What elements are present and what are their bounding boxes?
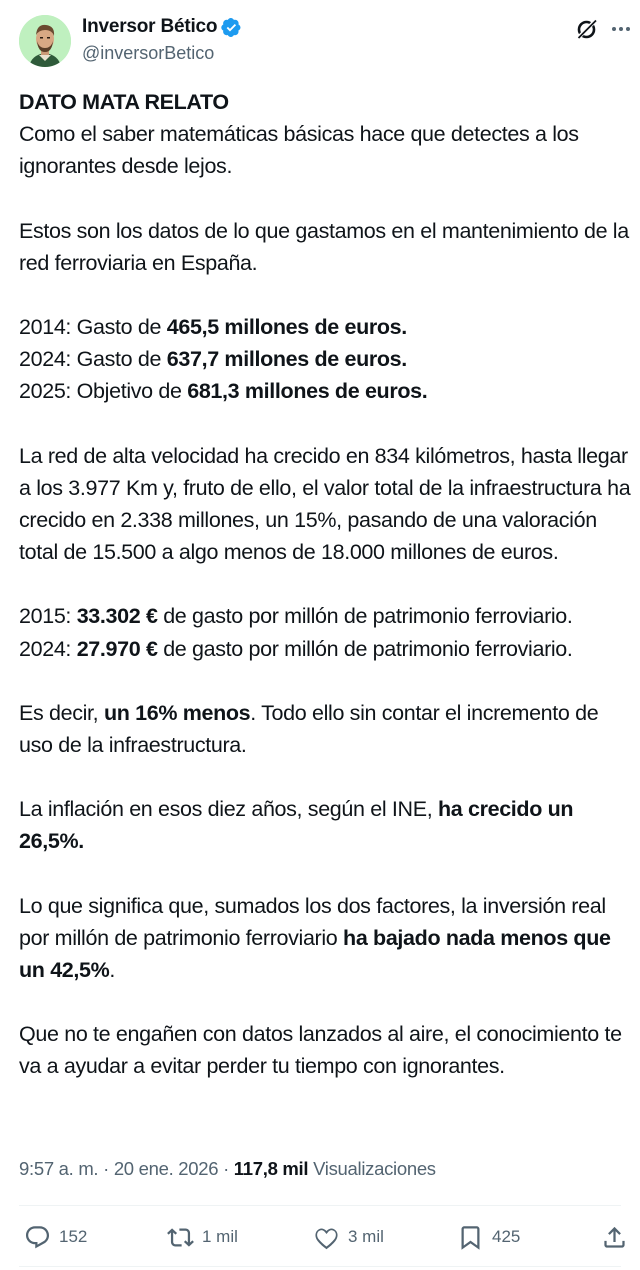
author-handle[interactable]: @inversorBetico xyxy=(82,43,215,63)
post-paragraph-7: Que no te engañen con datos lanzados al aire, el conocimiento te va a ayudar a evitar perder tu tiempo con ignorantes. xyxy=(19,1022,622,1079)
post-time[interactable]: 9:57 a. m. xyxy=(19,1158,99,1179)
views-label: Visualizaciones xyxy=(308,1158,436,1179)
bookmark-button[interactable] xyxy=(457,1212,520,1262)
spending-line-2025: 2025: Objetivo de 681,3 millones de euros. xyxy=(19,379,428,404)
action-bar xyxy=(0,1212,640,1262)
divider-bottom xyxy=(19,1266,621,1267)
divider-top xyxy=(19,1205,621,1206)
post-paragraph-4: Es decir, un 16% menos. Todo ello sin contar el incremento de uso de la infraestructura. xyxy=(19,700,599,758)
post-paragraph-3: La red de alta velocidad ha crecido en 834 kilómetros, hasta llegar a los 3.977 Km y, fruto de ello, el valor total de la infraestructura ha crecido en 2.338 millones, un 15%, pasando de una valoración total de 15.500 a algo menos de 18.000 millones de euros. xyxy=(19,443,631,565)
grok-button[interactable] xyxy=(574,16,600,42)
author-name-row xyxy=(82,16,242,38)
share-button[interactable] xyxy=(601,1212,628,1262)
views-count: 117,8 mil xyxy=(233,1158,309,1179)
post-paragraph-6: Lo que significa que, sumados los dos factores, la inversión real por millón de patrimonio ferroviario ha bajado nada menos que un 42,5%. xyxy=(19,893,611,983)
avatar[interactable] xyxy=(19,15,71,67)
author-display-name[interactable]: Inversor Bético xyxy=(82,16,218,37)
like-count: 3 mil xyxy=(348,1227,384,1246)
ratio-line-2024: 2024: 27.970 € de gasto por millón de patrimonio ferroviario. xyxy=(19,636,573,661)
avatar-illustration-icon xyxy=(19,15,71,67)
bookmark-count: 425 xyxy=(492,1227,521,1246)
spending-line-2014: 2014: Gasto de 465,5 millones de euros. xyxy=(19,315,407,340)
post-paragraph-1: Como el saber matemáticas básicas hace que detectes a los ignorantes desde lejos. xyxy=(19,122,579,179)
repost-count: 1 mil xyxy=(202,1227,238,1246)
ratio-line-2015: 2015: 33.302 € de gasto por millón de patrimonio ferroviario. xyxy=(19,604,573,629)
heart-icon xyxy=(313,1224,340,1251)
repost-icon xyxy=(167,1224,194,1251)
more-icon xyxy=(612,27,616,31)
verified-badge-icon[interactable] xyxy=(221,17,242,38)
reply-button[interactable] xyxy=(24,1212,87,1262)
post-text xyxy=(19,86,634,1083)
reply-icon xyxy=(24,1224,51,1251)
share-icon xyxy=(601,1224,628,1251)
repost-button[interactable] xyxy=(167,1212,238,1262)
post-header xyxy=(0,0,640,80)
spending-line-2024: 2024: Gasto de 637,7 millones de euros. xyxy=(19,347,407,372)
reply-count: 152 xyxy=(59,1227,88,1246)
post-paragraph-2: Estos son los datos de lo que gastamos en el mantenimiento de la red ferroviaria en España. xyxy=(19,218,629,275)
post-date[interactable]: 20 ene. 2026 xyxy=(113,1158,219,1179)
grok-icon xyxy=(574,16,600,42)
bookmark-icon xyxy=(457,1224,484,1251)
more-options-button[interactable] xyxy=(608,18,634,40)
post-meta: 9:57 a. m. · 20 ene. 2026 · 117,8 mil Visualizaciones xyxy=(19,1158,436,1179)
post-paragraph-5: La inflación en esos diez años, según el INE, ha crecido un 26,5%. xyxy=(19,797,574,854)
like-button[interactable] xyxy=(313,1212,384,1262)
post-title: DATO MATA RELATO xyxy=(19,90,229,114)
